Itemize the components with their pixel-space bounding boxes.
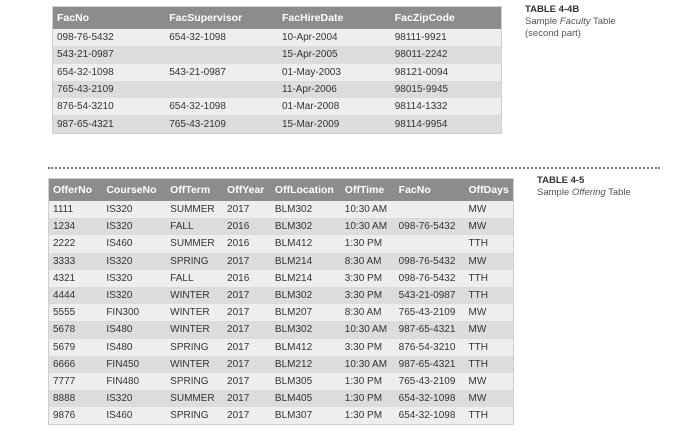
offering-table-cell: FALL <box>166 270 223 287</box>
faculty-table-row <box>53 46 502 63</box>
faculty-table-row <box>53 115 502 133</box>
offering-table-cell: SPRING <box>166 373 223 390</box>
offering-table-cell: 10:30 AM <box>341 218 395 235</box>
offering-table-cell: WINTER <box>166 304 223 321</box>
offering-table-cell: 098-76-5432 <box>395 253 465 270</box>
section-divider <box>48 167 660 169</box>
faculty-table-caption <box>525 4 675 40</box>
faculty-table-cell: 654-32-1098 <box>165 98 278 115</box>
offering-table-row <box>49 304 514 321</box>
offering-column-header: OfferNo <box>49 179 103 202</box>
offering-table-cell: 543-21-0987 <box>395 287 465 304</box>
faculty-table-cell: 543-21-0987 <box>165 64 278 81</box>
faculty-column-header: FacSupervisor <box>165 7 278 30</box>
offering-table-cell: 098-76-5432 <box>395 218 465 235</box>
offering-table-cell: 654-32-1098 <box>395 390 465 407</box>
faculty-table-cell: 765-43-2109 <box>165 115 278 133</box>
offering-table-row <box>49 373 514 390</box>
offering-table-cell: BLM302 <box>271 321 341 338</box>
faculty-table-cell: 654-32-1098 <box>53 64 166 81</box>
faculty-table-header <box>53 7 502 30</box>
offering-table-cell: WINTER <box>166 321 223 338</box>
offering-table-cell: 2017 <box>223 201 271 218</box>
offering-table-cell: 1111 <box>49 201 103 218</box>
faculty-table-cell: 15-Apr-2005 <box>278 46 391 63</box>
offering-table-cell: 4321 <box>49 270 103 287</box>
offering-table-cell: WINTER <box>166 287 223 304</box>
offering-table-cell: 3:30 PM <box>341 270 395 287</box>
faculty-column-header: FacNo <box>53 7 166 30</box>
offering-table-cell: MW <box>465 304 514 321</box>
offering-table-row <box>49 321 514 338</box>
faculty-table-cell: 765-43-2109 <box>53 81 166 98</box>
offering-table-cell: 2016 <box>223 270 271 287</box>
offering-table-cell: BLM212 <box>271 356 341 373</box>
offering-table-cell: 876-54-3210 <box>395 339 465 356</box>
offering-column-header: OffTime <box>341 179 395 202</box>
offering-table-cell: SPRING <box>166 339 223 356</box>
offering-table-cell: MW <box>465 253 514 270</box>
offering-column-header: OffYear <box>223 179 271 202</box>
faculty-table-cell: 10-Apr-2004 <box>278 29 391 46</box>
faculty-header-row <box>53 7 502 30</box>
offering-table-body <box>49 201 514 425</box>
offering-table-cell: 7777 <box>49 373 103 390</box>
faculty-caption-number: TABLE 4-4B <box>525 4 580 15</box>
offering-table-cell: TTH <box>465 270 514 287</box>
offering-table-cell: BLM412 <box>271 339 341 356</box>
offering-table-cell: IS320 <box>102 270 166 287</box>
offering-table-row <box>49 235 514 252</box>
offering-table-cell: 987-65-4321 <box>395 356 465 373</box>
offering-column-header: OffTerm <box>166 179 223 202</box>
offering-table-cell: 5555 <box>49 304 103 321</box>
offering-table-cell: 2017 <box>223 287 271 304</box>
offering-table-cell: SUMMER <box>166 201 223 218</box>
offering-table-cell <box>395 235 465 252</box>
offering-table-cell: FIN300 <box>102 304 166 321</box>
offering-table-cell: BLM207 <box>271 304 341 321</box>
offering-table-cell: 2017 <box>223 373 271 390</box>
offering-table-cell: SUMMER <box>166 390 223 407</box>
offering-table-cell: MW <box>465 390 514 407</box>
faculty-table-cell: 98011-2242 <box>391 46 502 63</box>
offering-caption-italic: Offering <box>571 187 606 198</box>
offering-table-cell: 2017 <box>223 321 271 338</box>
offering-table-cell: IS320 <box>102 287 166 304</box>
offering-column-header: OffDays <box>465 179 514 202</box>
faculty-table <box>52 6 502 134</box>
offering-table-cell: 2017 <box>223 356 271 373</box>
offering-table-row <box>49 356 514 373</box>
offering-table-cell: 1:30 PM <box>341 390 395 407</box>
offering-table-cell: 10:30 AM <box>341 201 395 218</box>
offering-table-row <box>49 201 514 218</box>
faculty-table-cell: 543-21-0987 <box>53 46 166 63</box>
offering-table-cell: 2222 <box>49 235 103 252</box>
offering-table-cell: MW <box>465 218 514 235</box>
offering-table-cell: BLM214 <box>271 270 341 287</box>
offering-table-cell: BLM305 <box>271 373 341 390</box>
offering-table-cell: 2016 <box>223 218 271 235</box>
offering-caption-title <box>537 187 687 199</box>
faculty-table-cell: 01-Mar-2008 <box>278 98 391 115</box>
faculty-table-cell: 15-Mar-2009 <box>278 115 391 133</box>
offering-table-cell: SPRING <box>166 407 223 425</box>
offering-table-row <box>49 287 514 304</box>
offering-table-cell: 2017 <box>223 339 271 356</box>
faculty-table-row <box>53 81 502 98</box>
faculty-table-cell: 98114-9954 <box>391 115 502 133</box>
faculty-column-header: FacZipCode <box>391 7 502 30</box>
offering-table-cell: 2017 <box>223 407 271 425</box>
offering-table-cell: IS320 <box>102 390 166 407</box>
offering-table-cell: WINTER <box>166 356 223 373</box>
offering-table-cell: 3:30 PM <box>341 339 395 356</box>
offering-table-cell: 8888 <box>49 390 103 407</box>
offering-table-cell: 3333 <box>49 253 103 270</box>
faculty-table-cell: 11-Apr-2006 <box>278 81 391 98</box>
faculty-table-cell: 01-May-2003 <box>278 64 391 81</box>
offering-table-cell: BLM307 <box>271 407 341 425</box>
faculty-column-header: FacHireDate <box>278 7 391 30</box>
offering-table-cell: 5678 <box>49 321 103 338</box>
offering-table-cell: SPRING <box>166 253 223 270</box>
offering-table-cell: IS320 <box>102 201 166 218</box>
faculty-caption-prefix: Sample <box>525 16 560 27</box>
offering-table-row <box>49 218 514 235</box>
faculty-table-cell <box>165 46 278 63</box>
offering-column-header: FacNo <box>395 179 465 202</box>
offering-table-cell: 098-76-5432 <box>395 270 465 287</box>
offering-table-cell: BLM405 <box>271 390 341 407</box>
offering-table-cell: 10:30 AM <box>341 321 395 338</box>
offering-table-cell: MW <box>465 201 514 218</box>
offering-table-cell: 8:30 AM <box>341 304 395 321</box>
offering-table-cell: 6666 <box>49 356 103 373</box>
offering-caption-prefix: Sample <box>537 187 572 198</box>
offering-table-row <box>49 339 514 356</box>
offering-column-header: OffLocation <box>271 179 341 202</box>
offering-table-cell: 5679 <box>49 339 103 356</box>
offering-table-header <box>49 179 514 202</box>
offering-table-cell: TTH <box>465 235 514 252</box>
offering-table-cell: 2017 <box>223 304 271 321</box>
offering-table-cell: TTH <box>465 407 514 425</box>
offering-table <box>48 178 514 425</box>
faculty-table-row <box>53 29 502 46</box>
offering-table-cell: IS460 <box>102 407 166 425</box>
offering-column-header: CourseNo <box>102 179 166 202</box>
faculty-caption-subtitle: (second part) <box>525 28 581 39</box>
offering-table-cell: BLM302 <box>271 201 341 218</box>
offering-table-row <box>49 407 514 425</box>
offering-table-cell: 4444 <box>49 287 103 304</box>
offering-table-cell: IS460 <box>102 235 166 252</box>
offering-table-cell: BLM412 <box>271 235 341 252</box>
offering-caption-suffix: Table <box>605 187 631 198</box>
faculty-table-body <box>53 29 502 133</box>
offering-table-cell: TTH <box>465 287 514 304</box>
offering-table-cell: 765-43-2109 <box>395 304 465 321</box>
offering-table-cell: FALL <box>166 218 223 235</box>
faculty-table-cell: 98121-0094 <box>391 64 502 81</box>
faculty-table-cell: 98111-9921 <box>391 29 502 46</box>
offering-table-cell: TTH <box>465 356 514 373</box>
faculty-table-cell: 98114-1332 <box>391 98 502 115</box>
offering-table-cell: 1:30 PM <box>341 235 395 252</box>
offering-table-row <box>49 390 514 407</box>
offering-table-cell: IS480 <box>102 321 166 338</box>
faculty-table-cell: 098-76-5432 <box>53 29 166 46</box>
offering-table-cell: SUMMER <box>166 235 223 252</box>
offering-table-row <box>49 270 514 287</box>
offering-table-cell: 9876 <box>49 407 103 425</box>
offering-table-cell: 2016 <box>223 235 271 252</box>
offering-table-cell: FIN480 <box>102 373 166 390</box>
offering-table-cell: FIN450 <box>102 356 166 373</box>
offering-table-cell: BLM302 <box>271 287 341 304</box>
offering-table-cell: 987-65-4321 <box>395 321 465 338</box>
offering-table-cell: IS320 <box>102 253 166 270</box>
offering-table-cell: MW <box>465 373 514 390</box>
faculty-table-row <box>53 64 502 81</box>
offering-table-cell: IS320 <box>102 218 166 235</box>
offering-table-cell: 3:30 PM <box>341 287 395 304</box>
offering-table-cell: TTH <box>465 339 514 356</box>
offering-table-cell: 1234 <box>49 218 103 235</box>
faculty-table-cell <box>165 81 278 98</box>
offering-table-cell: 1:30 PM <box>341 407 395 425</box>
faculty-table-cell: 654-32-1098 <box>165 29 278 46</box>
faculty-caption-suffix: Table <box>590 16 616 27</box>
offering-caption-number: TABLE 4-5 <box>537 175 585 186</box>
offering-table-caption <box>537 175 687 199</box>
offering-table-cell <box>395 201 465 218</box>
faculty-caption-title <box>525 16 675 28</box>
faculty-table-row <box>53 98 502 115</box>
offering-table-cell: 2017 <box>223 390 271 407</box>
offering-table-cell: 8:30 AM <box>341 253 395 270</box>
offering-table-cell: 10:30 AM <box>341 356 395 373</box>
offering-table-cell: 654-32-1098 <box>395 407 465 425</box>
faculty-table-cell: 98015-9945 <box>391 81 502 98</box>
offering-table-cell: 1:30 PM <box>341 373 395 390</box>
offering-table-row <box>49 253 514 270</box>
offering-table-cell: 765-43-2109 <box>395 373 465 390</box>
faculty-table-cell: 876-54-3210 <box>53 98 166 115</box>
offering-header-row <box>49 179 514 202</box>
offering-table-cell: BLM214 <box>271 253 341 270</box>
offering-table-cell: BLM302 <box>271 218 341 235</box>
offering-table-cell: IS480 <box>102 339 166 356</box>
faculty-table-cell: 987-65-4321 <box>53 115 166 133</box>
faculty-caption-italic: Faculty <box>559 16 591 27</box>
offering-table-cell: 2017 <box>223 253 271 270</box>
offering-table-cell: MW <box>465 321 514 338</box>
